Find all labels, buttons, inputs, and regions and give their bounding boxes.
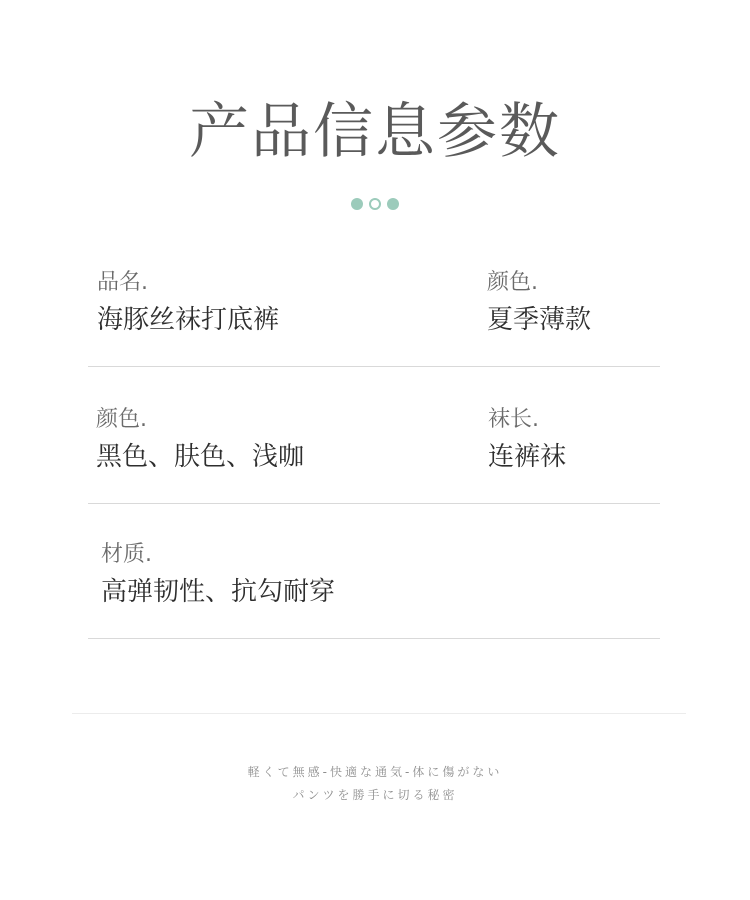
field-color-season: [487, 268, 591, 338]
row-divider: [88, 366, 660, 367]
field-value: 海豚丝袜打底裤: [97, 305, 280, 335]
field-value: 黑色、肤色、浅咖: [96, 442, 305, 472]
field-label: 袜长.: [488, 407, 539, 432]
field-label: 颜色.: [96, 407, 147, 432]
field-colors: [96, 405, 304, 475]
field-value: 连裤袜: [488, 442, 567, 472]
field-product-name: [97, 268, 279, 338]
field-label: 颜色.: [487, 270, 538, 295]
dot-icon: [387, 198, 399, 210]
field-value: 高弹韧性、抗勾耐穿: [101, 577, 336, 607]
tagline-line-1: 軽くて無感-快適な通気-体に傷がない: [247, 765, 503, 779]
decorative-dots: [0, 198, 750, 210]
field-label: 品名.: [97, 270, 148, 295]
field-label: 材质.: [101, 542, 152, 567]
row-divider: [88, 503, 660, 504]
field-material: [101, 540, 335, 610]
ring-dot-icon: [369, 198, 381, 210]
field-value: 夏季薄款: [487, 305, 592, 335]
row-divider: [88, 638, 660, 639]
dot-icon: [351, 198, 363, 210]
footer-divider: [72, 713, 686, 714]
field-sock-length: [488, 405, 566, 475]
page-title: 产品信息参数: [189, 97, 561, 167]
tagline-line-2: パンツを勝手に切る秘密: [292, 788, 458, 802]
